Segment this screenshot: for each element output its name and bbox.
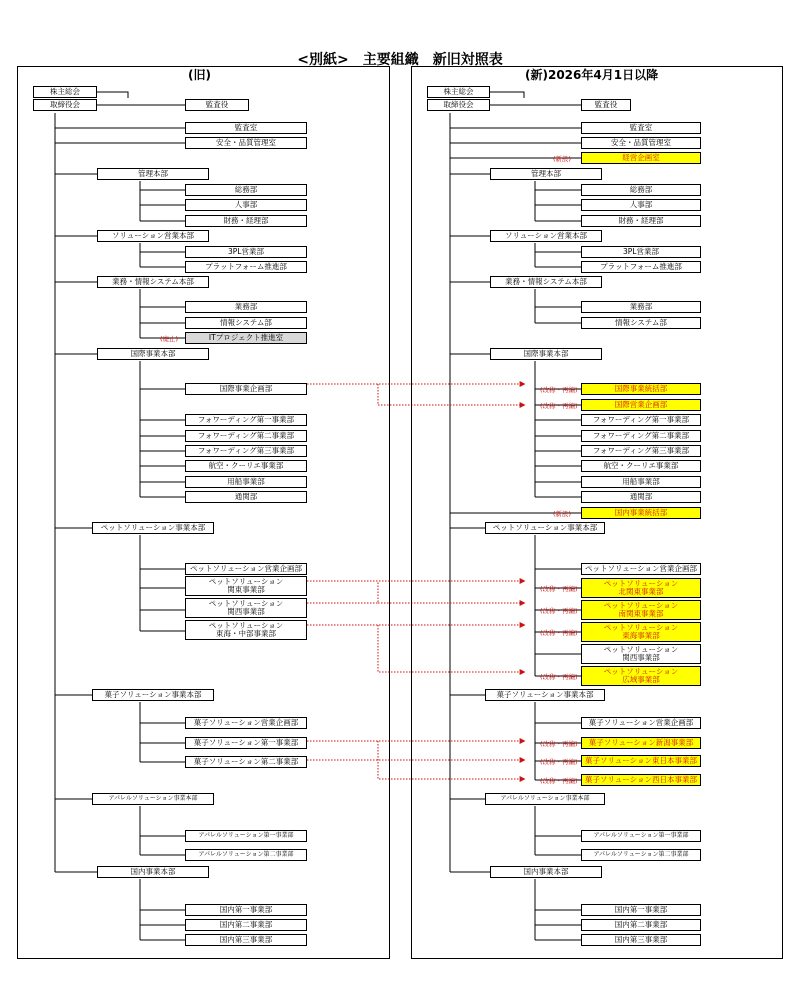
old-air-courier: 航空・クーリエ事業部 (185, 460, 307, 472)
old-confect1: 菓子ソリューション第一事業部 (185, 737, 307, 749)
new-auditor: 監査役 (581, 99, 631, 111)
old-pet-tokai-line1: ペットソリューション (208, 621, 284, 631)
new-admin-hq: 管理本部 (490, 168, 602, 180)
new-general-affairs: 総務部 (581, 184, 701, 196)
new-operations: 業務部 (581, 301, 701, 313)
new-confect-east: 菓子ソリューション東日本事業部 (581, 755, 701, 767)
new-confect-west: 菓子ソリューション西日本事業部 (581, 774, 701, 786)
old-domestic3: 国内第三事業部 (185, 934, 307, 946)
old-shareholders-meeting: 株主総会 (33, 86, 97, 98)
old-intl-hq: 国際事業本部 (97, 348, 209, 360)
new-intl-hq: 国際事業本部 (490, 348, 602, 360)
new-pet-wide-line2: 広域事業部 (622, 675, 660, 684)
old-domestic2: 国内第二事業部 (185, 919, 307, 931)
new-pet-tokai (581, 622, 701, 642)
old-apparel1: アパレルソリューション第一事業部 (185, 830, 307, 842)
new-safety-quality-office: 安全・品質管理室 (581, 137, 701, 149)
old-general-affairs: 総務部 (185, 184, 307, 196)
new-pet-hq: ペットソリューション事業本部 (485, 522, 605, 534)
old-domestic1: 国内第一事業部 (185, 904, 307, 916)
new-reorg-note-3: (改称・再編) (540, 585, 578, 593)
new-domestic2: 国内第二事業部 (581, 919, 701, 931)
old-apparel-hq: アパレルソリューション事業本部 (92, 793, 214, 805)
new-pet-tokai-line1: ペットソリューション (603, 623, 679, 633)
new-platform-promotion: プラットフォーム推進部 (581, 261, 701, 273)
old-pet-hq: ペットソリューション事業本部 (92, 522, 214, 534)
new-reorg-note-9: (改称・再編) (540, 777, 578, 785)
old-info-systems: 情報システム部 (185, 317, 307, 329)
old-confect-sales-planning: 菓子ソリューション営業企画部 (185, 717, 307, 729)
old-pet-kanto-line2: 関東事業部 (227, 585, 265, 594)
old-ops-info-hq: 業務・情報システム本部 (97, 276, 209, 288)
new-fwd1: フォワーディング第一事業部 (581, 414, 701, 426)
old-admin-hq: 管理本部 (97, 168, 209, 180)
new-domestic-hq: 国内事業本部 (490, 866, 602, 878)
old-pet-tokai (185, 620, 307, 640)
new-established-note-1: (新設) (553, 155, 572, 163)
old-pet-kanto-line1: ペットソリューション (208, 577, 284, 587)
new-3pl-sales: 3PL営業部 (581, 246, 701, 258)
new-apparel-hq: アパレルソリューション事業本部 (485, 793, 605, 805)
old-pet-kansai (185, 598, 307, 618)
new-management-planning: 経営企画室 (581, 152, 701, 164)
old-shipping: 用船事業部 (185, 476, 307, 488)
new-intl-sales-planning: 国際営業企画部 (581, 399, 701, 411)
new-pet-wide-line1: ペットソリューション (603, 667, 679, 677)
old-fwd3: フォワーディング第三事業部 (185, 445, 307, 457)
old-intl-planning: 国際事業企画部 (185, 383, 307, 395)
old-panel-heading: (旧) (188, 68, 211, 82)
new-intl-general: 国際事業統括部 (581, 383, 701, 395)
new-pet-north-kanto-line1: ペットソリューション (603, 579, 679, 589)
old-solution-sales-hq: ソリューション営業本部 (97, 230, 209, 242)
old-board-of-directors: 取締役会 (33, 99, 97, 111)
new-confect-sales-planning: 菓子ソリューション営業企画部 (581, 717, 701, 729)
new-confect-hq: 菓子ソリューション事業本部 (485, 689, 605, 701)
new-reorg-note-2: (改称・再編) (540, 402, 578, 410)
new-reorg-note-7: (改称・再編) (540, 740, 578, 748)
new-hr: 人事部 (581, 199, 701, 211)
old-apparel2: アパレルソリューション第二事業部 (185, 849, 307, 861)
new-domestic1: 国内第一事業部 (581, 904, 701, 916)
new-pet-north-kanto (581, 578, 701, 598)
new-pet-kansai-line2: 関西事業部 (622, 653, 660, 662)
new-audit-office: 監査室 (581, 122, 701, 134)
old-abolished-note: (廃止) (160, 335, 179, 343)
new-reorg-note-8: (改称・再編) (540, 758, 578, 766)
old-fwd1: フォワーディング第一事業部 (185, 414, 307, 426)
new-pet-south-kanto (581, 600, 701, 620)
new-domestic-general: 国内事業統括部 (581, 507, 701, 519)
old-hr: 人事部 (185, 199, 307, 211)
new-apparel1: アパレルソリューション第一事業部 (581, 830, 701, 842)
new-pet-tokai-line2: 東海事業部 (622, 631, 660, 640)
new-pet-sales-planning: ペットソリューション営業企画部 (581, 563, 701, 575)
old-3pl-sales: 3PL営業部 (185, 246, 307, 258)
old-audit-office: 監査室 (185, 122, 307, 134)
new-customs: 通関部 (581, 491, 701, 503)
new-established-note-2: (新設) (553, 510, 572, 518)
old-finance: 財務・経理部 (185, 215, 307, 227)
old-fwd2: フォワーディング第二事業部 (185, 430, 307, 442)
page-title: <別紙> 主要組織 新旧対照表 (297, 52, 503, 68)
old-pet-kansai-line1: ペットソリューション (208, 599, 284, 609)
new-fwd3: フォワーディング第三事業部 (581, 445, 701, 457)
new-board-of-directors: 取締役会 (427, 99, 490, 111)
new-pet-north-kanto-line2: 北関東事業部 (618, 587, 664, 596)
new-domestic3: 国内第三事業部 (581, 934, 701, 946)
new-finance: 財務・経理部 (581, 215, 701, 227)
old-it-project-office: ITプロジェクト推進室 (185, 332, 307, 344)
new-pet-wide (581, 666, 701, 686)
old-auditor: 監査役 (185, 99, 249, 111)
new-pet-kansai (581, 644, 701, 664)
new-reorg-note-5: (改称・再編) (540, 629, 578, 637)
new-apparel2: アパレルソリューション第二事業部 (581, 849, 701, 861)
old-pet-sales-planning: ペットソリューション営業企画部 (185, 563, 307, 575)
old-pet-kanto (185, 576, 307, 596)
old-safety-quality-office: 安全・品質管理室 (185, 137, 307, 149)
old-customs: 通関部 (185, 491, 307, 503)
new-reorg-note-4: (改称・再編) (540, 607, 578, 615)
old-pet-kansai-line2: 関西事業部 (227, 607, 265, 616)
new-pet-south-kanto-line1: ペットソリューション (603, 601, 679, 611)
old-operations: 業務部 (185, 301, 307, 313)
old-confect2: 菓子ソリューション第二事業部 (185, 756, 307, 768)
new-info-systems: 情報システム部 (581, 317, 701, 329)
old-platform-promotion: プラットフォーム推進部 (185, 261, 307, 273)
new-confect-niigata: 菓子ソリューション新潟事業部 (581, 737, 701, 749)
new-reorg-note-1: (改称・再編) (540, 386, 578, 394)
old-confect-hq: 菓子ソリューション事業本部 (92, 689, 214, 701)
new-ops-info-hq: 業務・情報システム本部 (490, 276, 602, 288)
old-domestic-hq: 国内事業本部 (97, 866, 209, 878)
old-pet-tokai-line2: 東海・中部事業部 (216, 629, 276, 638)
new-air-courier: 航空・クーリエ事業部 (581, 460, 701, 472)
new-shareholders-meeting: 株主総会 (427, 86, 490, 98)
new-shipping: 用船事業部 (581, 476, 701, 488)
new-solution-sales-hq: ソリューション営業本部 (490, 230, 602, 242)
new-pet-south-kanto-line2: 南関東事業部 (618, 609, 664, 618)
new-reorg-note-6: (改称・再編) (540, 673, 578, 681)
new-fwd2: フォワーディング第二事業部 (581, 430, 701, 442)
new-panel-heading: (新)2026年4月1日以降 (525, 68, 659, 82)
new-pet-kansai-line1: ペットソリューション (603, 645, 679, 655)
